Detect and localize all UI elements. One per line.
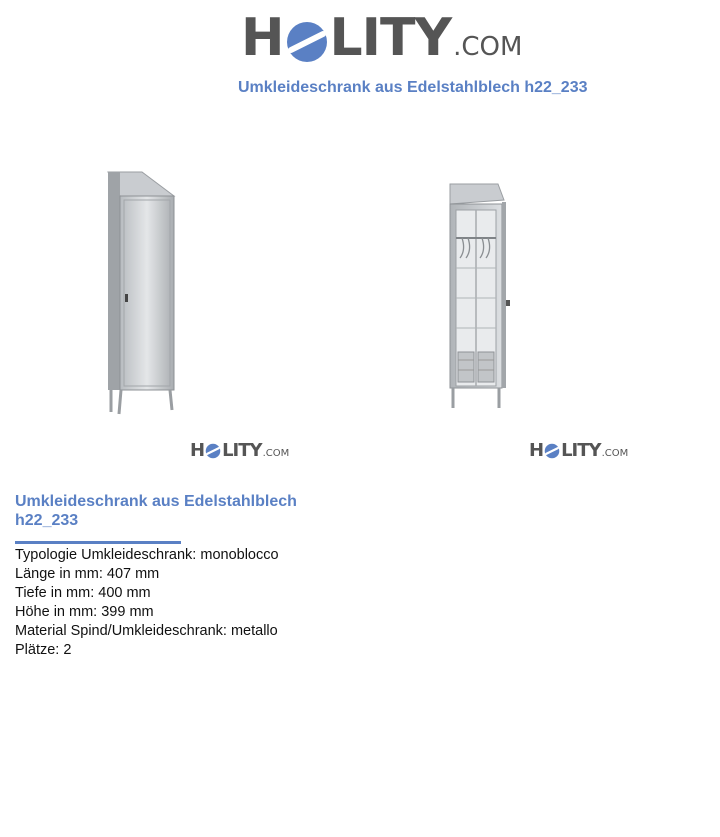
image-logo-open xyxy=(529,441,628,461)
logo-domain: .COM xyxy=(453,32,523,62)
logo-text-left: H xyxy=(190,440,205,461)
spec-item: Höhe in mm: 399 mm xyxy=(15,604,154,620)
spec-item: Typologie Umkleideschrank: monoblocco xyxy=(15,547,279,563)
logo-text-right: LITY xyxy=(561,440,601,461)
logo-o-icon xyxy=(285,20,329,64)
logo-domain: .COM xyxy=(601,448,629,459)
logo-domain: .COM xyxy=(262,448,290,459)
logo-text-left: H xyxy=(529,440,544,461)
image-logo-closed xyxy=(190,441,289,461)
logo-text-right: LITY xyxy=(222,440,262,461)
spec-list xyxy=(15,546,279,660)
product-image-closed[interactable] xyxy=(100,168,180,418)
spec-item: Material Spind/Umkleideschrank: metallo xyxy=(15,623,278,639)
spec-item: Länge in mm: 407 mm xyxy=(15,566,160,582)
brand-logo[interactable] xyxy=(241,10,522,68)
logo-o-icon xyxy=(205,443,221,459)
product-title: Umkleideschrank aus Edelstahlblech h22_233 xyxy=(15,493,297,529)
spec-item: Tiefe in mm: 400 mm xyxy=(15,585,151,601)
logo-o-icon xyxy=(544,443,560,459)
logo-text-left: H xyxy=(241,8,284,68)
spec-item: Plätze: 2 xyxy=(15,642,72,658)
product-image-open[interactable] xyxy=(446,180,516,412)
title-divider xyxy=(15,541,181,544)
page-title: Umkleideschrank aus Edelstahlblech h22_233 xyxy=(238,79,588,96)
logo-text-right: LITY xyxy=(329,8,452,68)
